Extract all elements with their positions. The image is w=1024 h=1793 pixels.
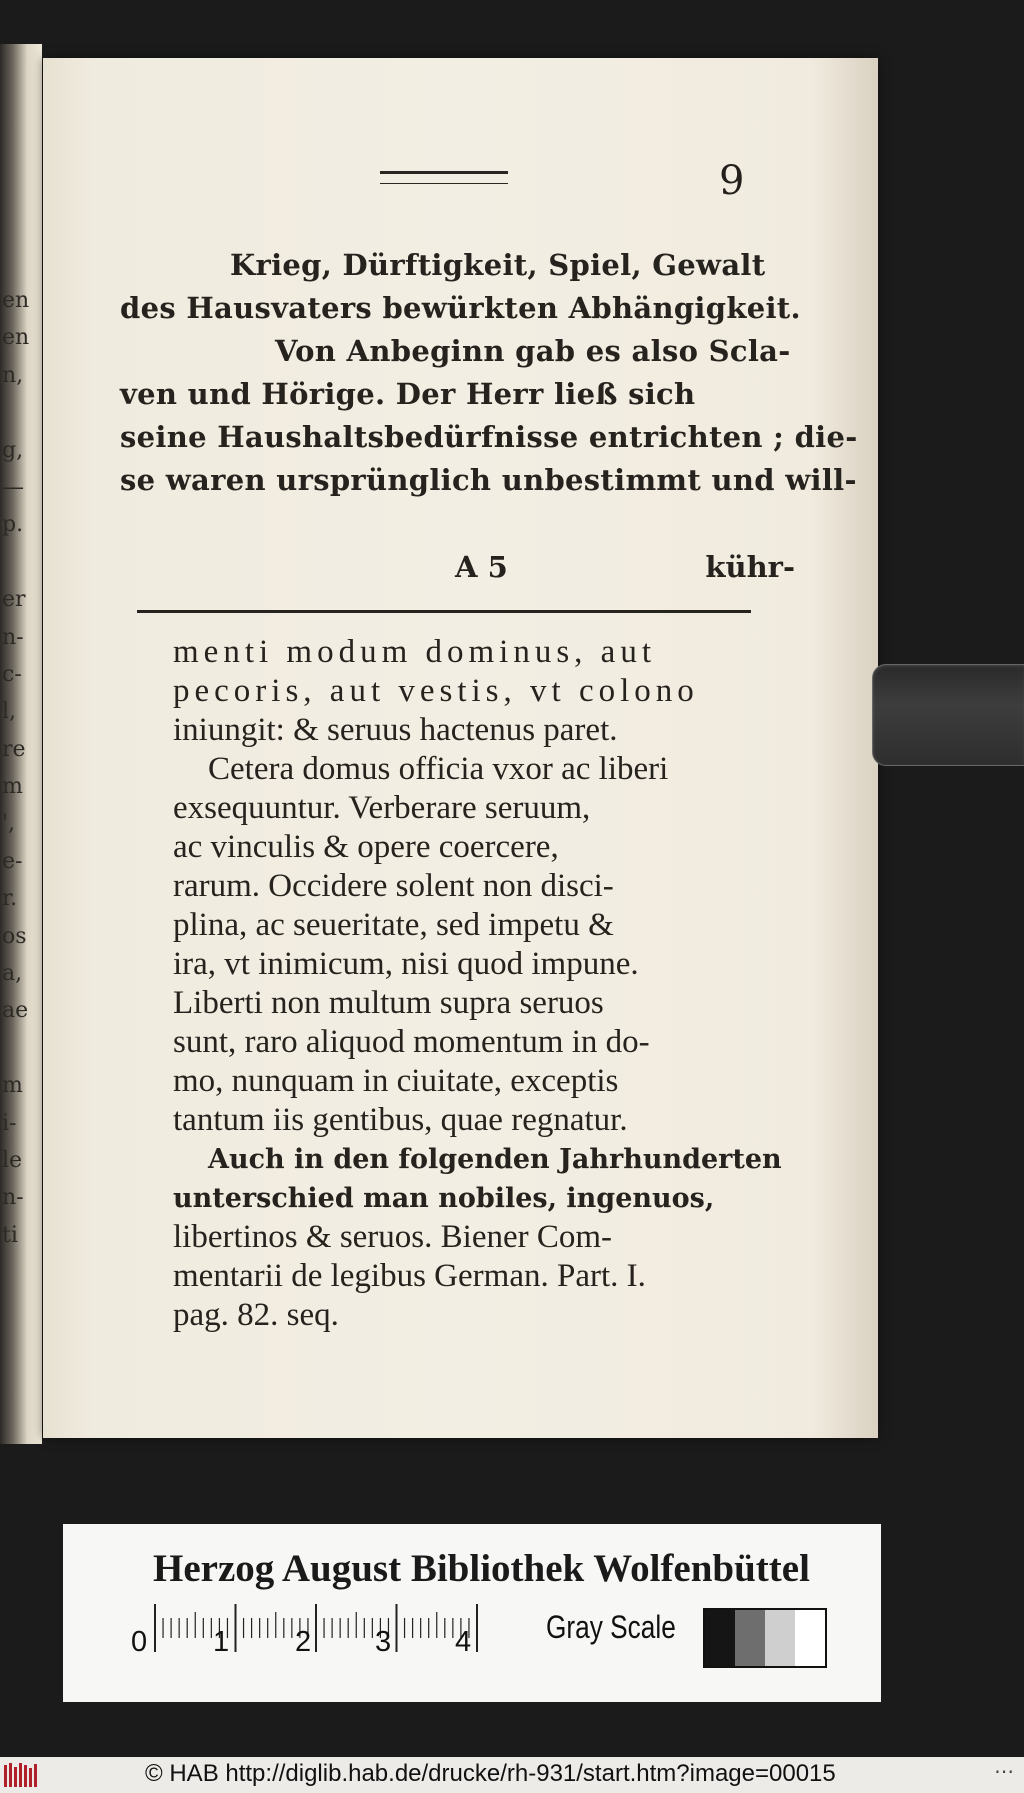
edge-fragment: n- [2,1185,24,1211]
footer-bar [0,1757,1024,1793]
footnote-line: iniungit: & seruus hactenus paret. [173,712,618,748]
copyright-link[interactable]: © HAB http://diglib.hab.de/drucke/rh-931/start.htm?image=00015 [145,1760,836,1787]
edge-fragment: ae [2,998,29,1024]
edge-fragment: e- [2,848,23,874]
more-dots-icon[interactable]: ⋯ [994,1759,1014,1783]
edge-fragment: en [2,325,30,351]
gray-swatch [705,1610,735,1666]
edge-fragment: le [2,1147,23,1173]
text-line: des Hausvaters bewürkten Abhängigkeit. [120,291,801,325]
edge-fragment [2,1030,32,1067]
edge-fragment: i- [2,1110,17,1136]
edge-fragment: n- [2,624,24,650]
edge-fragment: os [2,923,27,949]
gray-swatch [795,1610,825,1666]
edge-fragment [2,544,32,581]
edge-fragment: er [2,587,26,613]
gray-scale-label: Gray Scale [546,1609,676,1645]
edge-fragment: — [2,474,24,500]
color-reference-card [63,1524,881,1702]
signature-mark: A 5 [455,550,508,584]
footnote-line: libertinos & seruos. Biener Com- [173,1219,613,1255]
footnote-latin [173,633,803,1335]
edge-fragment: n, [2,362,24,388]
text-line: seine Haushaltsbedürfnisse entrichten ; die- [120,420,858,454]
footnote-line: mo, nunquam in ciuitate, exceptis [173,1063,619,1099]
main-text-german [120,244,858,502]
header-rule [380,171,508,184]
text-line: se waren ursprünglich unbestimmt und will- [120,463,857,497]
edge-fragment: r. [2,886,18,912]
page-number: 9 [719,158,745,204]
footnote-line: plina, ac seueritate, sed impetu & [173,907,614,943]
signature-row [120,550,795,590]
footnote-line: sunt, raro aliquod momentum in do- [173,1024,650,1060]
edge-fragment: a, [2,961,23,987]
previous-page-fragments [2,282,32,1254]
footnote-line: exsequuntur. Verberare seruum, [173,790,591,826]
footnote-line: Cetera domus officia vxor ac liberi [208,751,669,787]
ruler-number: 4 [455,1626,472,1658]
edge-fragment: ', [2,811,16,837]
ruler-scale [153,1604,543,1664]
edge-fragment: en [2,288,30,313]
gray-scale-swatches [703,1608,827,1668]
gray-swatch [765,1610,795,1666]
edge-fragment: re [2,736,26,762]
footnote-line: tantum iis gentibus, quae regnatur. [173,1102,628,1138]
edge-fragment [2,394,32,431]
footnote-line: Auch in den folgenden Jahrhunderten [208,1144,782,1175]
edge-fragment: m [2,774,23,800]
library-name: Herzog August Bibliothek Wolfenbüttel [153,1547,810,1590]
footnote-line: pag. 82. seq. [173,1297,339,1333]
footnote-line: ac vinculis & opere coercere, [173,829,559,865]
footnote-line: Liberti non multum supra seruos [173,985,604,1021]
text-line: ven und Hörige. Der Herr ließ sich [120,377,696,411]
footnote-line: mentarii de legibus German. Part. I. [173,1258,646,1294]
catchword: kühr- [705,550,795,584]
ruler-number: 0 [131,1626,148,1658]
footnote-line: ira, vt inimicum, nisi quod impune. [173,946,639,982]
edge-fragment: ti [2,1222,18,1248]
ruler-number: 1 [213,1626,230,1658]
edge-fragment: m [2,1073,23,1099]
footnote-line: rarum. Occidere solent non disci- [173,868,614,904]
text-line: Von Anbeginn gab es also Scla- [275,334,791,368]
footnote-line: menti modum dominus, aut [173,634,656,670]
footnote-rule [137,610,751,613]
ruler-ticks [153,1604,543,1664]
edge-fragment: p. [2,512,24,538]
hab-logo-icon [2,1761,42,1789]
page-tab-icon [872,664,1024,766]
ruler-number: 2 [295,1626,312,1658]
ruler-number: 3 [375,1626,392,1658]
footnote-line: unterschied man nobiles, ingenuos, [173,1183,715,1214]
edge-fragment: g, [2,437,24,463]
text-line: Krieg, Dürftigkeit, Spiel, Gewalt [230,248,766,282]
book-page [43,58,878,1438]
footnote-line: pecoris, aut vestis, vt colono [173,673,699,709]
edge-fragment: l, [2,699,17,725]
previous-page-edge [0,44,42,1444]
gray-swatch [735,1610,765,1666]
edge-fragment: c- [2,661,22,687]
